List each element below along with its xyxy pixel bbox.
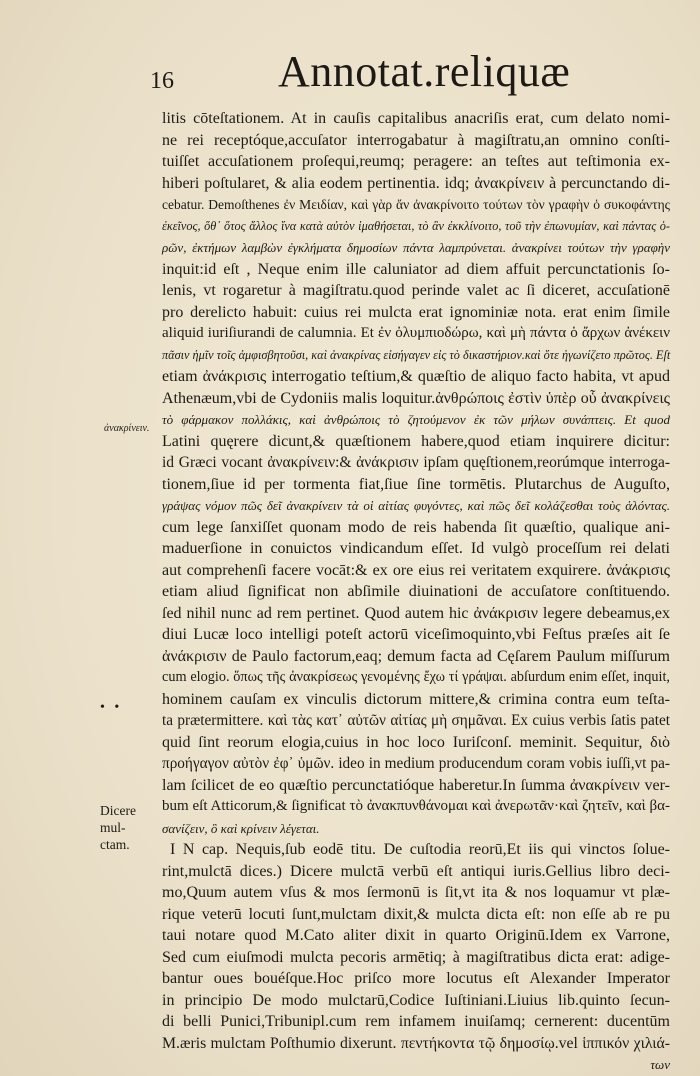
text-line: cum elogio. ὅπως τῆς ἀνακρίσεως γενομένης ἔχω τί γράψαι. abſurdum enim eſſet, inquit, (162, 669, 670, 685)
text-line: in principio De modo mulctarū,Codice Iuſtiniani.Liuius lib.quinto ſecun- (162, 991, 670, 1009)
text-line: ἀνάκρισιν de Paulo factorum,eaq; demum facta ad Cęſarem Paulum miſſurum (162, 647, 670, 665)
text-line: προήγαγον αὐτὸν ἐφ᾽ ὑμῶν. ideo in medium producendum coram vobis iuſſi,vt pa- (162, 755, 670, 772)
text-line: litis cōteſtationem. At in cauſis capitalibus anacriſis erat, cum delato nomi- (162, 110, 670, 127)
running-title: Annotat.reliquæ (278, 47, 571, 96)
margin-note-line: Dicere mul- (100, 803, 136, 835)
text-line: rique veterū locuti ſunt,mulctam dixit,& mulcta dicta eſt: non eſſe ab re pu (162, 905, 670, 923)
greek-text-line: γράψας νόμον πῶς δεῖ ἀνακρίνειν τὰ οἱ αἰτίας φυγόντες, καὶ πῶς δεῖ κολάζεσθαι τοὺς ἁλόντας. (162, 498, 670, 513)
text-line: lenis, vt rogaretur à magiſtratu.quod perinde valet ac ſi diceret, accuſationē (162, 282, 670, 299)
text-line: ta prætermittere. καὶ τὰς κατ᾽ αὐτῶν αἰτίας μὴ σημᾶναι. Ex cuius verbis ſatis patet (162, 712, 670, 729)
page-number: 16 (150, 68, 174, 94)
text-line: etiam ἀνάκρισις interrogatio teſtium,& quæſtio de aliquo facto habita, vt apud (162, 368, 670, 385)
text-line: di belli Punici,Tribunipl.cum rem infamem inuiſamq; cernerent: ducentūm (162, 1013, 670, 1030)
text-line: cum lege ſanxiſſet quonam modo de reis habenda ſit quæſtio, qualique ani- (162, 518, 670, 536)
text-line: taui notare quod M.Cato aliter dixit in quarto Originū.Idem ex Varrone, (162, 927, 670, 944)
text-line: quid ſint reorum elogia,cuius in hoc loco Iuriſconſ. meminit. Sequitur, διὸ (162, 733, 670, 751)
text-line: cebatur. Demoſthenes ἐν Μειδίαν, καὶ γὰρ ἄν ἀνακρίνοιτο τούτων τὸν γραφὴν ὁ συκοφάντης (162, 197, 670, 212)
text-line: Athenæum,vbi de Cydoniis malis loquitur.ἀνθρώποις ἐστὶν ὑπὲρ οὗ ἀνακρίνεις (162, 389, 670, 407)
text-line: Latini quęrere dicunt,& quæſtionem habere,quod etiam inquirere dicitur: (162, 432, 670, 450)
margin-ornament-dots: • • (100, 700, 123, 715)
text-line: tuiſſet accuſationem proſequi,reumq; peragere: an teſtes aut teſtimonia ex- (162, 153, 670, 170)
text-line: bum eſt Atticorum,& ſignificat τὸ ἀνακπυνθάνομαι καὶ ἀνερωτᾶν·καὶ ζητεῖν, καὶ βα- (162, 798, 670, 814)
greek-text-line: ἐκεῖνος, ὅθ᾽ ὅτος ἄλλος ἵνα κατὰ αὐτὸν ἱμαθήσεται, τὸ ἂν ἐκκλίνοιτο, τοῦ τὴν ἐπωνυμίαν, καὶ πάντας ὁ- (162, 218, 670, 233)
text-line: ſed nihil nunc ad rem pertinet. Quod autem hic ἀνάκρισιν legere debeamus,ex (162, 604, 670, 622)
text-line: Sed cum eiuſmodi mulcta pecoris armētiq; à magiſtratibus dicta erat: adige- (162, 948, 670, 966)
text-line: rint,mulctā dices.) Dicere mulctā verbū eſt antiqui iuris.Gellius libro deci- (162, 862, 670, 880)
greek-text-line: ρῶν, ἐκτήμων λαμβὼν ἐγκλήματα δημοσίων πάντα λαμπρύνεται. ἀνακρίνει τούτων τὴν γραφὴν (162, 240, 670, 255)
text-line: bantur oues bouéſque.Hoc priſco more locutus eſt Alexander Imperator (162, 970, 670, 987)
text-line: diui Lucæ loco intelligi poteſt actorū viceſimoquinto,vbi Feſtus præſes ait ſe (162, 626, 670, 643)
margin-note-line: ctam. (100, 837, 130, 852)
text-line: mo,Quum autem vſus & mos ſermonū is ſit,vt ita & nos loquamur vt plæ- (162, 884, 670, 901)
text-line: etiam aliud ſignificat non abſimile diuinationi de accuſatore conſtituendo. (162, 583, 670, 600)
text-line: pro derelicto habuit: cuius rei mulcta erat ignominiæ nota. erat enim ſimile (162, 303, 670, 321)
margin-note-anakrinein: ἀνακρίνειν. (104, 423, 150, 434)
page-header (0, 46, 700, 106)
text-line: hominem cauſam ex vinculis dictorum mittere,& crimina contra eum teſta- (162, 690, 670, 708)
text-line: ne rei receptóque,accuſator interrogabatur à magiſtratu,an omnino conſti- (162, 131, 670, 149)
greek-text-line: τὸ φάρμακον πολλάκις, καὶ ἀνθρώποις τὸ ζητούμενον ἐκ τῶν μήλων συνάπτεις. Et quod (162, 412, 670, 427)
text-line: I N cap. Nequis,ſub eodē titu. De cuſtodia reorū,Et iis qui vinctos ſolue- (170, 841, 670, 858)
text-line: maduerſione in conuictos vindicandum eſſet. Id vulgò proceſſum rei delati (162, 540, 670, 557)
greek-text-line: πᾶσιν ἡμῖν τοῖς ἀμφισβητοῦσι, καὶ ἀνακρίνας εἰσήγαγεν εἰς τὸ δικαστήριον.καὶ ὅτε ἠγωνίζετο πρῶτος. Eſt (162, 347, 671, 362)
catchword: των (650, 1057, 670, 1072)
text-line: lam ſcilicet de eo quæſtio percunctatióque haberetur.In ſumma ἀνακρίνειν ver- (162, 776, 670, 794)
margin-note-dicere-mulctam (100, 802, 162, 853)
body-text (162, 108, 670, 1076)
text-line: tionem,ſiue id per tormenta fiat,ſiue ſine tormētis. Plutarchus de Auguſto, (162, 475, 670, 493)
text-line: aut comprehenſi facere vocāt:& ex ore eius rei veritatem exquirere. ἀνάκρισις (162, 561, 670, 579)
text-line: M.æris mulctam Poſthumio dixerunt. πεντήκοντα τῷ δημοσίῳ.vel ἱππικόν χιλιά- (162, 1034, 670, 1052)
text-line: inquit:id eſt , Neque enim ille caluniator ad diem affuit percunctationis ſo- (162, 260, 670, 278)
text-line: aliquid iuriſiurandi de calumnia. Et ἐν ὀλυμπιοδώρω, καὶ μὴ πάντα ὁ ἄρχων ἀνέκειν (162, 325, 670, 341)
text-line: hiberi poſtularet, & alia eodem pertinentia. idq; ἀνακρίνειν à percunctando di- (162, 174, 670, 192)
text-line: id Græci vocant ἀνακρίνειν:& ἀνάκρισιν ipſam quęſtionem,reorúmque interroga- (162, 454, 670, 471)
greek-text-line: σανίζειν, ὃ καὶ κρίνειν λέγεται. (162, 820, 320, 836)
